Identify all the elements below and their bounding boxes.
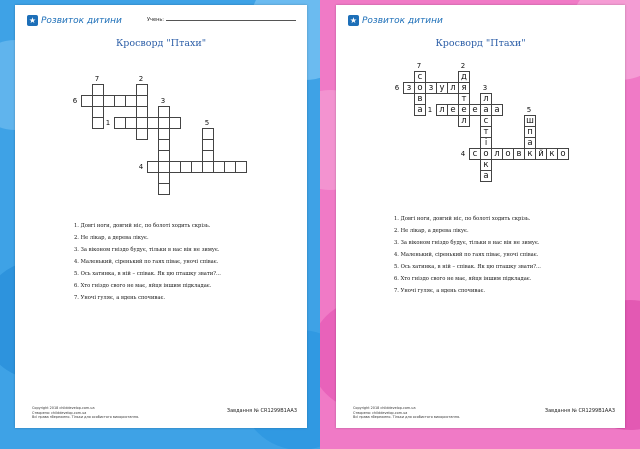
crossword-cell: я — [458, 82, 470, 94]
logo-text: Розвиток дитини — [362, 15, 443, 26]
crossword-cell: л — [480, 93, 492, 105]
crossword-cell — [158, 183, 170, 195]
crossword-cell: л — [458, 115, 470, 127]
crossword-cell: а — [480, 104, 492, 116]
crossword-cell — [147, 161, 159, 173]
clue-7: 7. Уночі гуляє, а вдень спочиває. — [394, 288, 486, 294]
crossword-cell: о — [502, 148, 514, 160]
footer-line: Copyright 2018 childdevelop.com.ua — [353, 406, 416, 410]
crossword-cell: л — [447, 82, 459, 94]
logo-icon: ★ — [28, 16, 37, 25]
crossword-cell: к — [524, 148, 536, 160]
crossword-cell — [202, 150, 214, 162]
site-logo — [348, 15, 443, 26]
crossword-title: Кросворд "Птахи" — [115, 38, 207, 49]
clue-2: 2. Не лікар, а дерева лікує. — [74, 235, 149, 241]
copyright-footer — [353, 406, 460, 420]
clue-6: 6. Хто гніздо свого не має, яйця іншим підкладає. — [394, 276, 532, 282]
clue-4: 4. Маленький, сіренький по гаях піває, уночі співає. — [74, 259, 219, 265]
clue-3: 3. За віконом гніздо будує, тільки в нас він не зимує. — [74, 247, 220, 253]
footer-line: Створено: childdevelop.com.ua — [353, 410, 408, 415]
crossword-cell: с — [414, 71, 426, 83]
crossword-cell: ш — [524, 115, 536, 127]
clue-7: 7. Уночі гуляє, а вдень спочиває. — [74, 295, 166, 301]
clue-number-4: 4 — [138, 163, 144, 171]
student-label: Учень: — [147, 17, 164, 23]
clue-5: 5. Ось хатинка, в ній – співак. Як цю пташку звати?... — [74, 271, 221, 277]
crossword-cell: й — [535, 148, 547, 160]
clue-list — [394, 213, 541, 297]
crossword-cell: а — [491, 104, 503, 116]
crossword-cell: л — [491, 148, 503, 160]
clue-1: 1. Довгі ноги, довгий ніс, по болоті ходить скрізь. — [394, 216, 531, 222]
clue-number-5: 5 — [204, 119, 210, 127]
crossword-cell: з — [403, 82, 415, 94]
crossword-cell: п — [524, 126, 536, 138]
clue-1: 1. Довгі ноги, довгий ніс, по болоті ходить скрізь. — [74, 223, 211, 229]
crossword-cell: с — [469, 148, 481, 160]
clue-number-6: 6 — [72, 97, 78, 105]
crossword-title: Кросворд "Птахи" — [435, 38, 526, 49]
clue-5: 5. Ось хатинка, в ній – співак. Як цю пташку звати?... — [394, 264, 541, 270]
crossword-cell: а — [480, 170, 492, 182]
crossword-cell: а — [414, 104, 426, 116]
footer-line: Copyright 2018 childdevelop.com.ua — [32, 406, 95, 410]
logo-text: Розвиток дитини — [41, 15, 122, 26]
crossword-cell: а — [524, 137, 536, 149]
crossword-cell: е — [469, 104, 481, 116]
clue-number-4: 4 — [460, 150, 466, 158]
logo-icon: ★ — [349, 16, 358, 25]
clue-3: 3. За віконом гніздо будує, тільки в нас він не зимує. — [394, 240, 540, 246]
crossword-cell: в — [414, 93, 426, 105]
crossword-cell — [136, 128, 148, 140]
crossword-cell — [235, 161, 247, 173]
student-name-line — [166, 20, 296, 21]
footer-line: Всі права збережено. Тільки для особистого використання. — [353, 415, 461, 419]
crossword-cell — [158, 106, 170, 118]
crossword-cell: л — [436, 104, 448, 116]
clue-number-1: 1 — [105, 119, 111, 127]
crossword-cell: т — [458, 93, 470, 105]
crossword-cell: к — [546, 148, 558, 160]
crossword-cell — [92, 84, 104, 96]
crossword-cell: о — [480, 148, 492, 160]
task-number: Завдання № CR1299B1AA3 — [226, 408, 297, 414]
crossword-cell: е — [458, 104, 470, 116]
clue-number-7: 7 — [416, 62, 422, 70]
crossword-cell: о — [414, 82, 426, 94]
task-number: Завдання № CR1299B1AA3 — [544, 408, 615, 414]
clue-number-3: 3 — [482, 84, 488, 92]
clue-2: 2. Не лікар, а дерева лікує. — [394, 228, 469, 234]
clue-number-7: 7 — [94, 75, 100, 83]
crossword-cell: у — [436, 82, 448, 94]
clue-4: 4. Маленький, сіренький по гаях піває, уночі співає. — [394, 252, 539, 258]
crossword-cell: д — [458, 71, 470, 83]
crossword-cell: о — [557, 148, 569, 160]
clue-number-2: 2 — [138, 75, 144, 83]
crossword-cell — [169, 117, 181, 129]
copyright-footer — [32, 406, 139, 420]
crossword-cell: к — [480, 159, 492, 171]
crossword-cell: е — [447, 104, 459, 116]
crossword-cell: і — [480, 137, 492, 149]
crossword-cell: з — [425, 82, 437, 94]
worksheet-page — [336, 5, 625, 428]
footer-line: Створено: childdevelop.com.ua — [32, 410, 87, 415]
footer-line: Всі права збережено. Тільки для особистого використання. — [32, 415, 140, 419]
crossword-cell: т — [480, 126, 492, 138]
clue-number-6: 6 — [394, 84, 400, 92]
clue-6: 6. Хто гніздо свого не має, яйця іншим підкладає. — [74, 283, 212, 289]
site-logo — [27, 15, 122, 26]
student-field — [147, 17, 296, 23]
solved-worksheet-panel — [320, 0, 640, 449]
crossword-cell: с — [480, 115, 492, 127]
crossword-cell — [136, 106, 148, 118]
clue-list — [74, 220, 221, 304]
crossword-cell: в — [513, 148, 525, 160]
clue-number-1: 1 — [427, 106, 433, 114]
clue-number-2: 2 — [460, 62, 466, 70]
crossword-cell — [125, 95, 137, 107]
worksheet-page — [15, 5, 307, 428]
clue-number-3: 3 — [160, 97, 166, 105]
clue-number-5: 5 — [526, 106, 532, 114]
